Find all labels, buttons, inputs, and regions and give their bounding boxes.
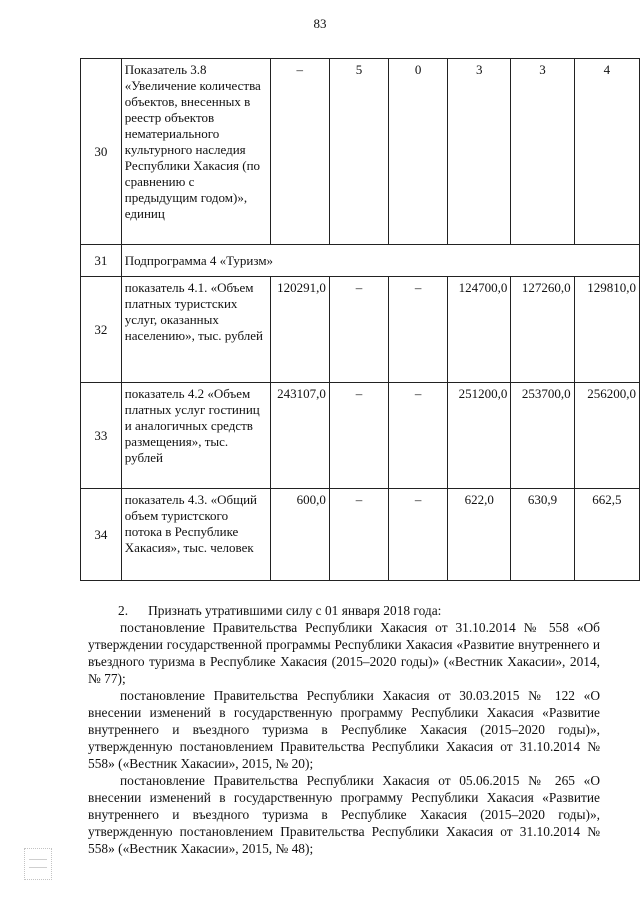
value-cell: 630,9 [511,489,574,581]
value-cell: 243107,0 [270,383,329,489]
table-row [81,245,640,277]
table-row [81,59,640,245]
value-cell: – [329,489,388,581]
value-cell: 120291,0 [270,277,329,383]
value-cell: – [270,59,329,245]
item-2-heading: 2. Признать утратившими силу с 01 января 2018 года: [118,603,442,618]
paragraph-resolution-122: постановление Правительства Республики Хакасия от 30.03.2015 № 122 «О внесении изменений в государственную программу Республики Хакасия «Развитие внутреннего и въездного туризма в Республике Хакасия (2015–2020 годы)», утвержденную постановлением Правительства Республики Хакасия от 31.10.2014 № 558» («Вестник Хакасии», 2015, № 20); [88,688,600,771]
scan-stamp-mark [24,848,52,880]
document-body [88,602,600,857]
row-number: 33 [81,383,122,489]
value-cell: 0 [389,59,448,245]
indicator-name: показатель 4.2 «Объем платных услуг гостиниц и аналогичных средств размещения», тыс. рублей [121,383,270,489]
value-cell: 253700,0 [511,383,574,489]
table-row [81,383,640,489]
table-row [81,277,640,383]
value-cell: 127260,0 [511,277,574,383]
value-cell: 129810,0 [574,277,639,383]
value-cell: 256200,0 [574,383,639,489]
value-cell: 124700,0 [448,277,511,383]
value-cell: 600,0 [270,489,329,581]
value-cell: 3 [511,59,574,245]
indicators-table [80,58,640,581]
page-number: 83 [313,16,327,31]
paragraph-resolution-265: постановление Правительства Республики Хакасия от 05.06.2015 № 265 «О внесении изменений в государственную программу Республики Хакасия «Развитие внутреннего и въездного туризма в Республике Хакасия (2015–2020 годы)», утвержденную постановлением Правительства Республики Хакасия от 31.10.2014 № 558» («Вестник Хакасии», 2015, № 48); [88,773,600,856]
value-cell: 5 [329,59,388,245]
indicator-name: Показатель 3.8 «Увеличение количества объектов, внесенных в реестр объектов нематериального культурного наследия Республики Хакасия (по сравнению с предыдущим годом)», единиц [121,59,270,245]
indicator-name: показатель 4.1. «Объем платных туристских услуг, оказанных населению», тыс. рублей [121,277,270,383]
indicator-name: показатель 4.3. «Общий объем туристского потока в Республике Хакасия», тыс. человек [121,489,270,581]
row-number: 30 [81,59,122,245]
value-cell: 251200,0 [448,383,511,489]
row-number: 34 [81,489,122,581]
value-cell: – [389,489,448,581]
value-cell: 662,5 [574,489,639,581]
value-cell: 622,0 [448,489,511,581]
value-cell: – [329,383,388,489]
row-number: 31 [81,245,122,277]
value-cell: – [329,277,388,383]
value-cell: 4 [574,59,639,245]
row-number: 32 [81,277,122,383]
value-cell: – [389,383,448,489]
subprogram-heading: Подпрограмма 4 «Туризм» [121,245,639,277]
value-cell: – [389,277,448,383]
paragraph-resolution-558: постановление Правительства Республики Хакасия от 31.10.2014 № 558 «Об утверждении государственной программы Республики Хакасия «Развитие внутреннего и въездного туризма в Республике Хакасия (2015–2020 годы)» («Вестник Хакасии», 2014, № 77); [88,620,600,686]
table-row [81,489,640,581]
value-cell: 3 [448,59,511,245]
